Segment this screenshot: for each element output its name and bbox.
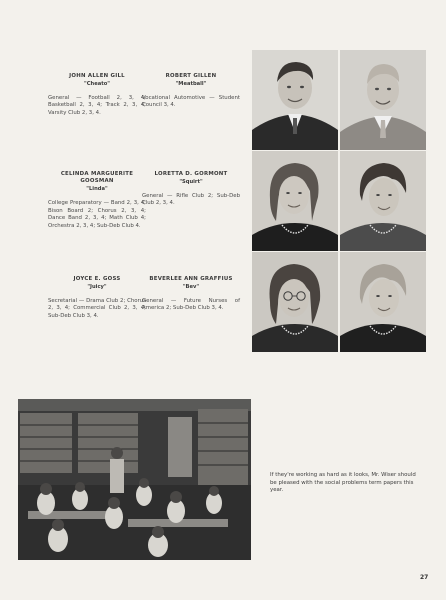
student-entry-graffius <box>142 276 240 313</box>
student-nickname: "Meatball" <box>175 81 207 88</box>
student-activities: General — Football 2, 3, 4; Basketball 2, 3, 4; Track 2, 3, 4; Varsity Club 2, 3, 4. <box>48 94 146 116</box>
student-activities: Secretarial — Drama Club 2; Chorus 2, 3, 4; Commercial Club 2, 3, 4; Sub-Deb Club 3, 4. <box>48 297 146 319</box>
student-entry-gillen <box>142 73 240 110</box>
student-entry-gormont <box>142 171 240 208</box>
student-nickname: "Cheato" <box>84 81 110 88</box>
student-nickname: "Squirt" <box>179 179 203 186</box>
portrait-graffius-image <box>340 252 426 352</box>
photo-caption: If they're working as hard as it looks, Mr. Wiser should be pleased with the social problems term papers this year. <box>270 472 416 494</box>
student-name: CELINDA MARGUERITE GOOSMAN <box>60 171 134 185</box>
portrait-photo-gill <box>252 50 338 150</box>
student-entry-goss <box>48 276 146 321</box>
portrait-goss-image <box>252 252 338 352</box>
portrait-gill-image <box>252 50 338 150</box>
student-name: ROBERT GILLEN <box>165 73 217 79</box>
page-number: 27 <box>420 574 429 581</box>
student-entry-goosman <box>48 171 146 230</box>
student-nickname: "Juicy" <box>87 284 107 291</box>
portrait-photo-goosman <box>252 151 338 251</box>
library-photo <box>18 399 251 560</box>
student-name: LORETTA D. GORMONT <box>154 171 228 177</box>
student-activities: General — Rifle Club 2; Sub-Deb Club 2, 3, 4. <box>142 192 240 207</box>
student-name: JOYCE E. GOSS <box>73 276 121 282</box>
portrait-photo-gillen <box>340 50 426 150</box>
library-scene-image <box>18 399 251 560</box>
portrait-goosman-image <box>252 151 338 251</box>
student-activities: College Preparatory — Band 2, 3, 4; Bison Board 2; Chorus 2, 3, 4; Dance Band 2, 3, 4; Math Club 4; Orchestra 2, 3, 4; Sub-Deb Club 4. <box>48 200 146 229</box>
portrait-photo-goss <box>252 252 338 352</box>
student-nickname: "Bev" <box>182 284 200 291</box>
student-name: JOHN ALLEN GILL <box>69 73 125 79</box>
portrait-gillen-image <box>340 50 426 150</box>
student-nickname: "Linda" <box>86 186 108 193</box>
portrait-gormont-image <box>340 151 426 251</box>
portrait-photo-gormont <box>340 151 426 251</box>
portrait-photo-graffius <box>340 252 426 352</box>
student-entry-gill <box>48 73 146 118</box>
student-activities: General — Future Nurses of America 2; Sub-Deb Club 3, 4. <box>142 297 240 312</box>
student-activities: Vocational Automotive — Student Council 3, 4. <box>142 94 240 109</box>
student-name: BEVERLEE ANN GRAFFIUS <box>149 276 233 282</box>
